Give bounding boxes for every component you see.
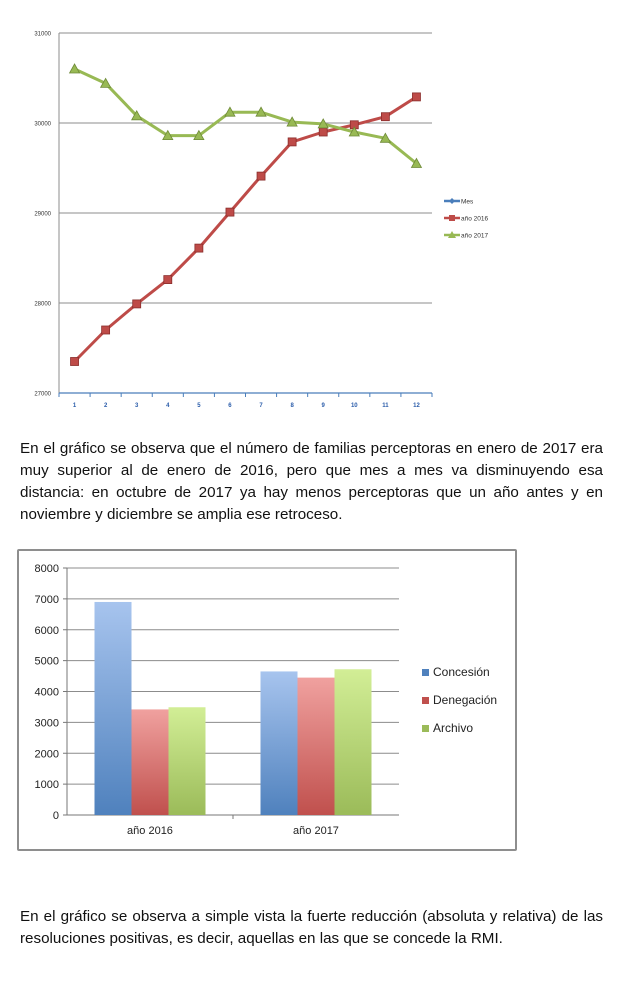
series-line xyxy=(75,97,417,362)
data-point-2016 xyxy=(381,113,389,121)
bar-archivo xyxy=(335,669,372,815)
legend-label: año 2017 xyxy=(461,232,489,240)
legend-swatch xyxy=(422,697,429,704)
y-tick-label: 2000 xyxy=(34,748,59,761)
bar-chart-svg xyxy=(19,551,515,849)
data-point-2016 xyxy=(133,300,141,308)
bar-archivo xyxy=(169,707,206,815)
x-tick-label: 10 xyxy=(350,403,358,409)
bar-denegación xyxy=(132,709,169,815)
legend-label: Archivo xyxy=(433,721,474,735)
data-point-2016 xyxy=(71,358,79,366)
bar-concesión xyxy=(261,671,298,815)
y-tick-label: 6000 xyxy=(34,624,59,637)
x-tick-label: 4 xyxy=(166,403,170,409)
data-point-2016 xyxy=(288,138,296,146)
y-tick-label: 5000 xyxy=(34,655,59,668)
bar-denegación xyxy=(298,678,335,815)
y-tick-label: 31000 xyxy=(34,31,51,38)
paragraph-bar-chart: En el gráfico se observa a simple vista la fuerte reducción (absoluta y relativa) de las resoluciones positivas, es decir, aquellas en las que se concede la RMI. xyxy=(20,908,603,947)
y-tick-label: 4000 xyxy=(34,686,59,699)
x-tick-label: 12 xyxy=(413,403,420,409)
legend-label: Concesión xyxy=(433,665,490,679)
legend-label: Mes xyxy=(461,198,474,206)
legend-marker xyxy=(449,198,455,204)
x-tick-label: 11 xyxy=(382,403,389,409)
x-tick-label: 1 xyxy=(72,403,77,409)
x-tick-label: 5 xyxy=(197,403,201,409)
legend-swatch xyxy=(422,669,429,676)
line-chart-familias xyxy=(18,12,489,422)
x-tick-label: 3 xyxy=(135,403,139,409)
data-point-2016 xyxy=(102,326,110,334)
y-tick-label: 3000 xyxy=(34,717,59,730)
data-point-2016 xyxy=(226,208,234,216)
x-tick-label: 9 xyxy=(321,403,325,409)
data-point-2016 xyxy=(319,128,327,136)
line-chart-svg xyxy=(18,12,489,422)
y-tick-label: 8000 xyxy=(34,563,59,575)
legend-marker xyxy=(449,215,455,221)
x-category-label: año 2016 xyxy=(127,825,173,837)
bar-chart-resoluciones xyxy=(17,549,517,851)
y-tick-label: 0 xyxy=(52,810,59,822)
y-tick-label: 28000 xyxy=(34,301,51,308)
y-tick-label: 30000 xyxy=(34,121,51,128)
x-tick-label: 6 xyxy=(228,403,232,409)
data-point-2016 xyxy=(164,276,172,284)
x-tick-label: 8 xyxy=(290,403,294,409)
y-tick-label: 27000 xyxy=(34,391,51,398)
bar-concesión xyxy=(95,602,132,815)
paragraph-line-chart: En el gráfico se observa que el número de familias perceptoras en enero de 2017 era muy superior al de enero de 2016, pero que mes a mes va disminuyendo esa distancia: en octubre de 2017 ya hay menos perceptoras que un año antes y en noviembre y diciembre se amplia ese retroceso. xyxy=(20,440,603,523)
legend-label: año 2016 xyxy=(461,215,489,223)
legend-swatch xyxy=(422,725,429,732)
data-point-2016 xyxy=(412,93,420,101)
data-point-2016 xyxy=(195,244,203,252)
x-tick-label: 2 xyxy=(103,403,108,409)
legend-label: Denegación xyxy=(433,693,498,707)
data-point-2017 xyxy=(70,64,80,73)
y-tick-label: 7000 xyxy=(34,593,59,606)
data-point-2016 xyxy=(257,172,265,180)
x-category-label: año 2017 xyxy=(293,825,339,837)
y-tick-label: 1000 xyxy=(34,779,59,792)
x-tick-label: 7 xyxy=(259,403,263,409)
y-tick-label: 29000 xyxy=(34,211,51,218)
series-line xyxy=(75,69,417,164)
